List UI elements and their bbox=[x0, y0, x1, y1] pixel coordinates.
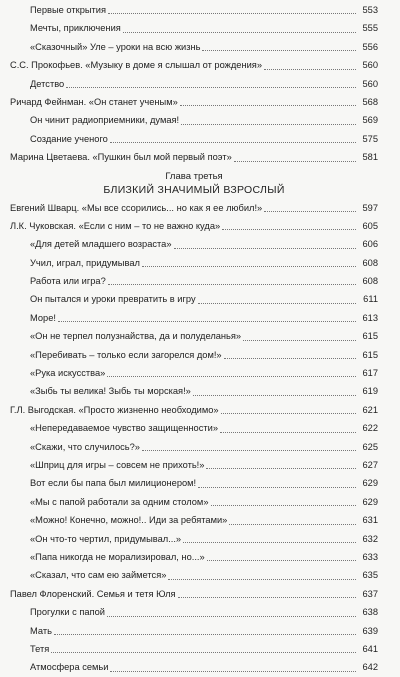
toc-entry-page: 631 bbox=[362, 515, 378, 526]
toc-entry-section bbox=[10, 456, 378, 474]
toc-entry-title: Павел Флоренский. Семья и тетя Юля bbox=[10, 588, 176, 599]
toc-entry-section bbox=[10, 1, 378, 19]
dot-leader bbox=[222, 229, 356, 230]
toc-entry-title: Г.Л. Выгодская. «Просто жизненно необходимо» bbox=[10, 404, 219, 415]
toc-entry-title: Детство bbox=[30, 78, 65, 89]
toc-entry-title: Прогулки с папой bbox=[30, 607, 105, 618]
toc-entry-author bbox=[10, 93, 378, 111]
toc-entry-title: «Для детей младшего возраста» bbox=[30, 239, 172, 250]
toc-entry-page: 597 bbox=[362, 202, 378, 213]
dot-leader bbox=[108, 284, 356, 285]
toc-entry-title: Работа или игра? bbox=[30, 276, 106, 287]
toc-entry-author bbox=[10, 585, 378, 603]
chapter-heading bbox=[10, 171, 378, 198]
toc-entry-section bbox=[10, 309, 378, 327]
chapter-title: БЛИЗКИЙ ЗНАЧИМЫЙ ВЗРОСЛЫЙ bbox=[103, 183, 285, 196]
dot-leader bbox=[220, 432, 356, 433]
toc-entry-author bbox=[10, 56, 378, 74]
toc-entry-title: «Скажи, что случилось?» bbox=[30, 441, 140, 452]
toc-entry-section bbox=[10, 548, 378, 566]
toc-entry-page: 608 bbox=[362, 257, 378, 268]
dot-leader bbox=[229, 524, 356, 525]
toc-entry-section bbox=[10, 75, 378, 93]
dot-leader bbox=[54, 634, 356, 635]
toc-entry-page: 553 bbox=[362, 5, 378, 15]
toc-entry-page: 637 bbox=[362, 588, 378, 599]
toc-entry-section bbox=[10, 658, 378, 676]
dot-leader bbox=[224, 358, 356, 359]
toc-entry-title: «Можно! Конечно, можно!.. Иди за ребятами» bbox=[30, 515, 228, 526]
toc-entry-section bbox=[10, 474, 378, 492]
dot-leader bbox=[202, 50, 356, 51]
toc-entry-section bbox=[10, 327, 378, 345]
toc-entry-page: 621 bbox=[362, 404, 378, 415]
toc-entry-page: 581 bbox=[362, 152, 378, 163]
toc-group-chapter-two-end bbox=[10, 1, 378, 167]
toc-entry-page: 625 bbox=[362, 441, 378, 452]
toc-entry-page: 615 bbox=[362, 331, 378, 342]
toc-entry-title: Мать bbox=[30, 625, 52, 636]
dot-leader bbox=[234, 161, 356, 162]
toc-entry-title: Вот если бы папа был милиционером! bbox=[30, 478, 197, 489]
chapter-label: Глава третья bbox=[165, 170, 223, 182]
toc-entry-page: 560 bbox=[362, 60, 378, 71]
toc-entry-page: 619 bbox=[362, 386, 378, 397]
toc-entry-section bbox=[10, 272, 378, 290]
dot-leader bbox=[264, 211, 356, 212]
toc-entry-page: 608 bbox=[362, 276, 378, 287]
toc-entry-title: «Зыбь ты велика! Зыбь ты морская!» bbox=[30, 386, 191, 397]
toc-entry-section bbox=[10, 438, 378, 456]
toc-entry-page: 629 bbox=[362, 496, 378, 507]
toc-entry-section bbox=[10, 622, 378, 640]
toc-entry-section bbox=[10, 235, 378, 253]
toc-entry-title: Он чинит радиоприемники, думая! bbox=[30, 115, 180, 126]
toc-entry-title: Ричард Фейнман. «Он станет ученым» bbox=[10, 96, 178, 107]
toc-entry-title: «Сказал, что сам ею займется» bbox=[30, 570, 167, 581]
dot-leader bbox=[206, 468, 356, 469]
toc-entry-page: 642 bbox=[362, 662, 378, 673]
toc-entry-page: 555 bbox=[362, 23, 378, 34]
dot-leader bbox=[107, 616, 356, 617]
toc-entry-page: 622 bbox=[362, 423, 378, 434]
toc-entry-page: 556 bbox=[362, 41, 378, 52]
toc-entry-author bbox=[10, 217, 378, 235]
toc-entry-section bbox=[10, 566, 378, 584]
toc-entry-page: 611 bbox=[363, 294, 378, 305]
toc-entry-page: 615 bbox=[362, 349, 378, 360]
toc-entry-page: 613 bbox=[362, 312, 378, 323]
dot-leader bbox=[180, 105, 356, 106]
toc-entry-title: Мечты, приключения bbox=[30, 23, 121, 34]
dot-leader bbox=[221, 413, 356, 414]
toc-entry-author bbox=[10, 401, 378, 419]
toc-entry-page: 639 bbox=[362, 625, 378, 636]
toc-entry-page: 632 bbox=[362, 533, 378, 544]
toc-entry-title: Марина Цветаева. «Пушкин был мой первый поэт» bbox=[10, 152, 232, 163]
dot-leader bbox=[142, 266, 356, 267]
toc-entry-author bbox=[10, 199, 378, 217]
dot-leader bbox=[110, 142, 356, 143]
toc-entry-page: 569 bbox=[362, 115, 378, 126]
toc-entry-title: Первые открытия bbox=[30, 5, 107, 15]
dot-leader bbox=[107, 376, 356, 377]
dot-leader bbox=[243, 340, 356, 341]
toc-entry-section bbox=[10, 130, 378, 148]
toc-entry-page: 568 bbox=[362, 96, 378, 107]
toc-entry-section bbox=[10, 640, 378, 658]
toc-entry-title: Тетя bbox=[30, 643, 50, 654]
toc-entry-title: «Мы с папой работали за одним столом» bbox=[30, 496, 209, 507]
toc-entry-page: 560 bbox=[362, 78, 378, 89]
dot-leader bbox=[110, 671, 356, 672]
toc-entry-section bbox=[10, 493, 378, 511]
toc-entry-title: Он пытался и уроки превратить в игру bbox=[30, 294, 196, 305]
dot-leader bbox=[181, 124, 356, 125]
toc-entry-section bbox=[10, 290, 378, 308]
toc-entry-page: 627 bbox=[362, 459, 378, 470]
toc-entry-section bbox=[10, 511, 378, 529]
toc-entry-title: «Папа никогда не морализировал, но...» bbox=[30, 551, 205, 562]
toc-entry-section bbox=[10, 530, 378, 548]
toc-entry-title: «Перебивать – только если загорелся дом!» bbox=[30, 349, 222, 360]
dot-leader bbox=[264, 69, 356, 70]
toc-entry-page: 617 bbox=[362, 368, 378, 379]
toc-entry-page: 641 bbox=[362, 643, 378, 654]
toc-entry-title: «Непередаваемое чувство защищенности» bbox=[30, 423, 219, 434]
toc-entry-section bbox=[10, 419, 378, 437]
dot-leader bbox=[193, 395, 356, 396]
toc-group-chapter-three bbox=[10, 199, 378, 677]
toc-list bbox=[10, 1, 378, 677]
dot-leader bbox=[66, 87, 356, 88]
dot-leader bbox=[178, 597, 356, 598]
toc-entry-title: Создание ученого bbox=[30, 133, 108, 144]
toc-entry-page: 575 bbox=[362, 133, 378, 144]
toc-entry-title: «Рука искусства» bbox=[30, 368, 106, 379]
dot-leader bbox=[108, 13, 356, 14]
toc-entry-title: «Он не терпел полузнайства, да и полуделанья» bbox=[30, 331, 242, 342]
dot-leader bbox=[183, 542, 356, 543]
toc-entry-section bbox=[10, 19, 378, 37]
toc-entry-title: Л.К. Чуковская. «Если с ним – то не важно куда» bbox=[10, 220, 221, 231]
dot-leader bbox=[174, 248, 356, 249]
dot-leader bbox=[142, 450, 356, 451]
toc-entry-title: Евгений Шварц. «Мы все ссорились... но как я ее любил!» bbox=[10, 202, 263, 213]
toc-entry-page: 633 bbox=[362, 551, 378, 562]
toc-entry-title: «Он что-то чертил, придумывал...» bbox=[30, 533, 182, 544]
toc-entry-section bbox=[10, 346, 378, 364]
dot-leader bbox=[168, 579, 356, 580]
toc-entry-author bbox=[10, 148, 378, 166]
dot-leader bbox=[51, 652, 356, 653]
toc-entry-title: «Сказочный» Уле – уроки на всю жизнь bbox=[30, 41, 201, 52]
toc-entry-section bbox=[10, 254, 378, 272]
toc-entry-section bbox=[10, 38, 378, 56]
toc-entry-page: 635 bbox=[362, 570, 378, 581]
dot-leader bbox=[58, 321, 356, 322]
toc-entry-title: Атмосфера семьи bbox=[30, 662, 109, 673]
toc-entry-title: С.С. Прокофьев. «Музыку в доме я слышал от рождения» bbox=[10, 60, 262, 71]
toc-entry-page: 629 bbox=[362, 478, 378, 489]
toc-entry-page: 605 bbox=[362, 220, 378, 231]
dot-leader bbox=[123, 32, 356, 33]
toc-entry-title: Море! bbox=[30, 312, 56, 323]
toc-entry-section bbox=[10, 382, 378, 400]
toc-entry-page: 606 bbox=[362, 239, 378, 250]
toc-entry-section bbox=[10, 603, 378, 621]
dot-leader bbox=[211, 505, 357, 506]
toc-entry-page: 638 bbox=[362, 607, 378, 618]
toc-entry-title: «Шприц для игры – совсем не прихоть!» bbox=[30, 459, 205, 470]
toc-entry-section bbox=[10, 364, 378, 382]
toc-entry-section bbox=[10, 111, 378, 129]
dot-leader bbox=[198, 303, 356, 304]
dot-leader bbox=[198, 487, 356, 488]
toc-entry-title: Учил, играл, придумывал bbox=[30, 257, 140, 268]
dot-leader bbox=[207, 560, 356, 561]
